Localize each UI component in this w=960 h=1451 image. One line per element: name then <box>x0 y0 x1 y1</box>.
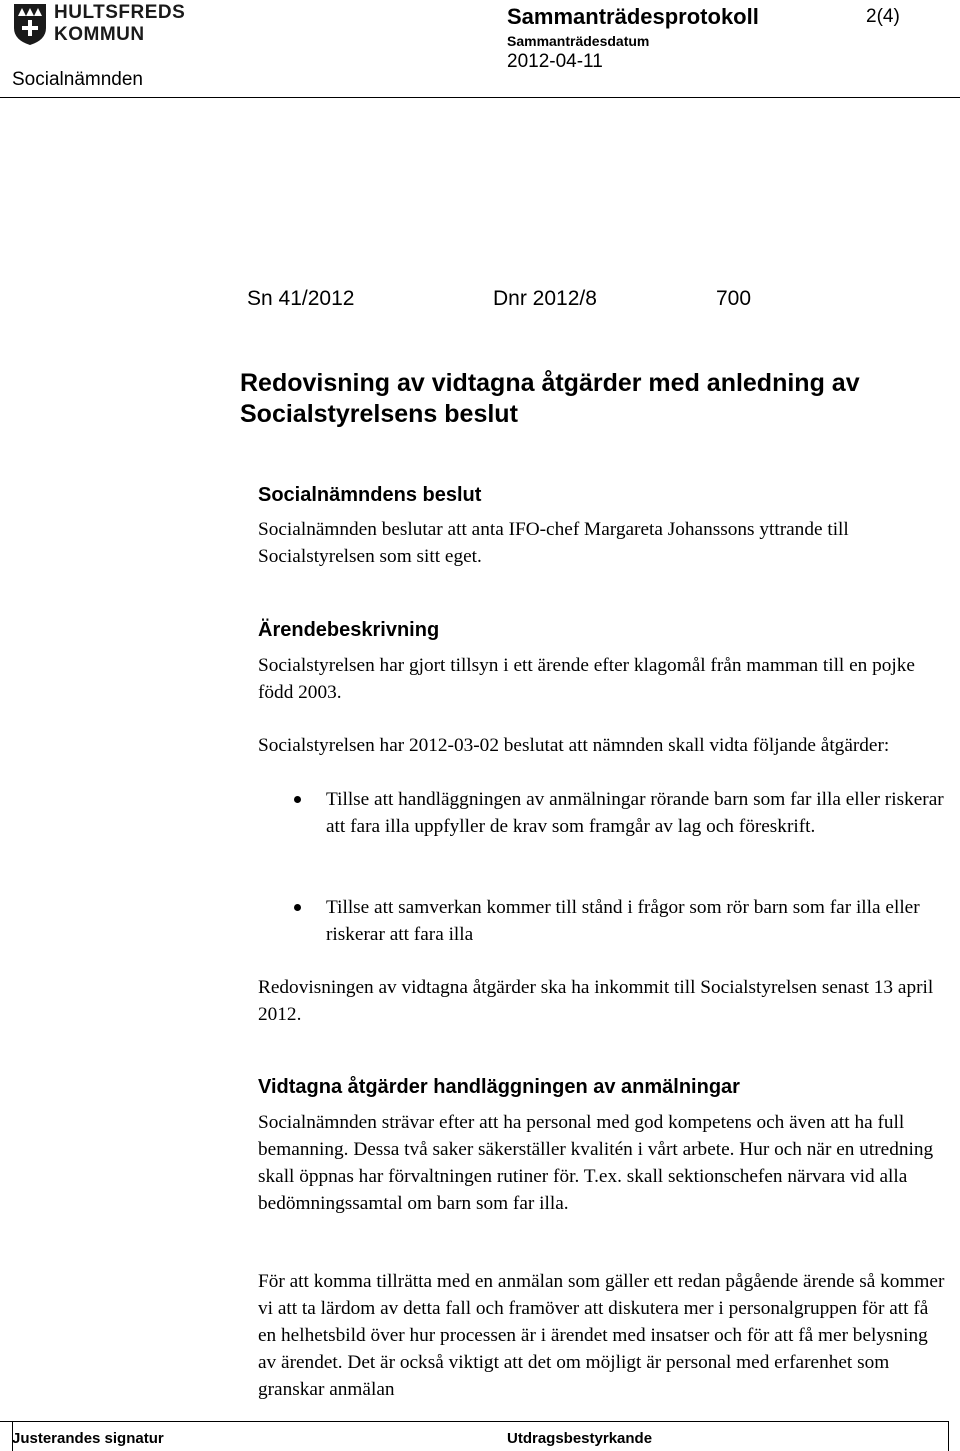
municipality-logo <box>12 2 187 46</box>
document-type: Sammanträdesprotokoll <box>507 4 759 29</box>
bullet-icon <box>294 796 301 803</box>
corrective-text: För att komma tillrätta med en anmälan som gäller ett redan pågående ärende så kommer vi att ta lärdom av detta fall och framöver att diskutera mer i personalgruppen för att få en helhetsbild över hur processen är i ärendet med insatser och för att få mer belysning av ärendet. Det är också viktigt att det om möjligt är personal med erfarenhet som granskar anmälan <box>258 1271 945 1400</box>
signature-box-edge <box>948 1421 949 1451</box>
logo-line-1: HULTSFREDS <box>54 2 186 23</box>
document-title: Redovisning av vidtagna åtgärder med anledning av Socialstyrelsens beslut <box>240 369 860 428</box>
date-value: 2012-04-11 <box>507 51 603 72</box>
list-item-text: Tillse att handläggningen av anmälningar rörande barn som far illa eller riskerar att fara illa uppfyller de krav som framgår av lag och föreskrift. <box>326 789 944 837</box>
list-item-text: Tillse att samverkan kommer till stånd i frågor som rör barn som far illa eller riskerar att fara illa <box>326 897 920 945</box>
page-number: 2(4) <box>866 6 900 27</box>
measures-list-2 <box>258 894 948 948</box>
case-code: 700 <box>716 287 752 310</box>
list-item <box>258 786 948 840</box>
header-divider <box>0 97 960 98</box>
measures-text: Socialnämnden strävar efter att ha personal med god kompetens och även att ha full bemanning. Dessa två saker säkerställer kvalitén i vårt arbete. Hur och när en utredning skall öppnas har förvaltningen rutiner för. T.ex. skall sektionschefen närvara vid alla bedömningssamtal om barn som far illa. <box>258 1112 934 1214</box>
description-heading: Ärendebeskrivning <box>258 619 440 641</box>
decided-measures-intro: Socialstyrelsen har 2012-03-02 beslutat att nämnden skall vidta följande åtgärder: <box>258 735 890 756</box>
footer-divider <box>0 1421 948 1422</box>
extract-certification-label: Utdragsbestyrkande <box>507 1430 653 1447</box>
case-number: Sn 41/2012 <box>247 287 355 310</box>
description-text: Socialstyrelsen har gjort tillsyn i ett ärende efter klagomål från mamman till en pojke född 2003. <box>258 655 915 703</box>
measures-list <box>258 786 948 840</box>
case-dnr: Dnr 2012/8 <box>493 287 597 310</box>
decision-text: Socialnämnden beslutar att anta IFO-chef Margareta Johanssons yttrande till Socialstyrelsen som sitt eget. <box>258 519 849 567</box>
coat-of-arms-icon <box>12 2 48 46</box>
organization-name: Socialnämnden <box>12 69 143 90</box>
measures-heading: Vidtagna åtgärder handläggningen av anmälningar <box>258 1076 740 1098</box>
decision-heading: Socialnämndens beslut <box>258 484 482 506</box>
date-label: Sammanträdesdatum <box>507 33 650 49</box>
bullet-icon <box>294 904 301 911</box>
report-deadline-text: Redovisningen av vidtagna åtgärder ska ha inkommit till Socialstyrelsen senast 13 april 2012. <box>258 977 934 1025</box>
logo-line-2: KOMMUN <box>54 24 145 45</box>
list-item <box>258 894 948 948</box>
adjuster-signature-label: Justerandes signatur <box>12 1430 164 1447</box>
